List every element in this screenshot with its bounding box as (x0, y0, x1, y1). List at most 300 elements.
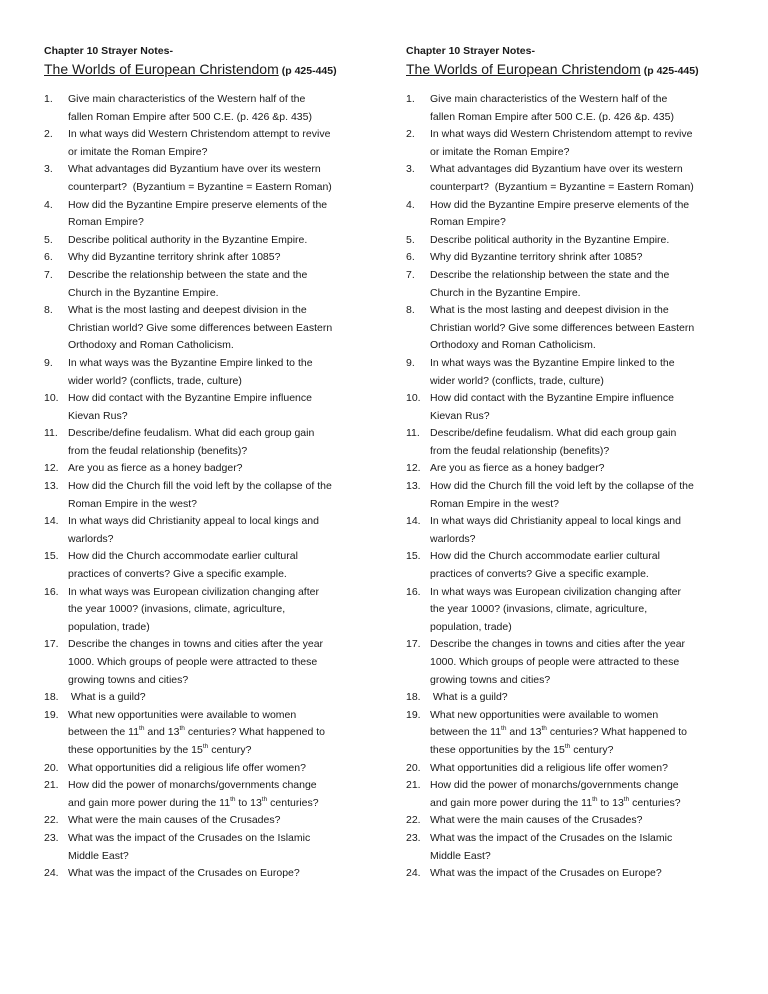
question-text: these opportunities by the 15 (68, 743, 203, 756)
question-text: or imitate the Roman Empire? (68, 145, 208, 158)
question-text-line (68, 144, 366, 162)
question-item (44, 126, 366, 161)
question-text: and 13 (506, 726, 542, 739)
ordinal-superscript: th (501, 725, 507, 733)
question-text-line (430, 865, 728, 883)
question-text-line (430, 161, 728, 179)
question-text-line (68, 496, 366, 514)
question-number: 19. (406, 708, 421, 721)
question-number: 10. (406, 392, 421, 405)
question-text-line (430, 848, 728, 866)
question-item (406, 760, 728, 778)
question-number: 2. (44, 128, 53, 141)
question-text: Describe political authority in the Byzantine Empire. (68, 233, 308, 246)
page-range: (p 425-445) (281, 65, 337, 77)
question-text-line (430, 601, 728, 619)
question-text: Are you as fierce as a honey badger? (68, 462, 243, 475)
question-text-line (68, 425, 366, 443)
question-item (44, 390, 366, 425)
question-item (406, 91, 728, 126)
question-text: population, trade) (68, 620, 150, 633)
question-text-line (68, 408, 366, 426)
question-text: Give main characteristics of the Western half of the (68, 93, 306, 105)
question-number: 14. (406, 515, 421, 528)
question-text-line (68, 513, 366, 531)
question-text-line (430, 91, 728, 109)
question-item (406, 636, 728, 689)
question-text-line (430, 443, 728, 461)
question-text-line (430, 197, 728, 215)
question-item (44, 777, 366, 812)
question-item (406, 865, 728, 883)
question-text: counterpart? (Byzantium = Byzantine = Eastern Roman) (68, 180, 332, 193)
question-text-line (68, 795, 366, 813)
question-text: Middle East? (430, 849, 491, 862)
question-item (44, 267, 366, 302)
question-text: What were the main causes of the Crusades? (68, 814, 281, 827)
ordinal-superscript: th (592, 795, 598, 803)
question-text: In what ways was European civilization changing after (430, 585, 681, 598)
question-number: 8. (406, 304, 415, 317)
question-text-line (430, 513, 728, 531)
question-text-line (430, 724, 728, 742)
question-item (44, 707, 366, 760)
question-text: and 13 (144, 726, 180, 739)
question-item (44, 830, 366, 865)
question-text: In what ways did Christianity appeal to local kings and (430, 515, 681, 528)
question-number: 3. (44, 163, 53, 176)
question-number: 20. (44, 761, 59, 774)
question-text: wider world? (conflicts, trade, culture) (430, 374, 604, 387)
question-text-line (68, 584, 366, 602)
notes-column-left (44, 44, 366, 883)
question-text: Are you as fierce as a honey badger? (430, 462, 605, 475)
question-text: wider world? (conflicts, trade, culture) (68, 374, 242, 387)
question-number: 4. (44, 198, 53, 211)
question-text: How did the Byzantine Empire preserve elements of the (68, 198, 328, 211)
ordinal-superscript: th (202, 742, 209, 750)
question-text-line (430, 126, 728, 144)
question-text-line (430, 830, 728, 848)
question-text-line (68, 109, 366, 127)
question-item (44, 584, 366, 637)
question-text: Orthodoxy and Roman Catholicism. (68, 339, 234, 352)
question-number: 16. (406, 585, 421, 598)
question-text: How did the Church fill the void left by the collapse of the (430, 480, 694, 493)
question-item (406, 707, 728, 760)
question-text: centuries? (267, 796, 319, 809)
question-item (406, 513, 728, 548)
question-number: 24. (44, 867, 59, 880)
question-text: Church in the Byzantine Empire. (68, 286, 219, 299)
question-text: In what ways was the Byzantine Empire linked to the (430, 356, 675, 369)
chapter-header: Chapter 10 Strayer Notes- (406, 45, 535, 57)
chapter-header: Chapter 10 Strayer Notes- (44, 45, 173, 57)
question-number: 9. (406, 356, 415, 369)
question-text-line (68, 91, 366, 109)
question-text: fallen Roman Empire after 500 C.E. (p. 426 &p. 435) (68, 110, 312, 123)
question-text-line (68, 179, 366, 197)
question-text-line (430, 285, 728, 303)
question-text: Orthodoxy and Roman Catholicism. (430, 339, 596, 352)
question-text: 1000. Which groups of people were attracted to these (430, 656, 680, 668)
question-item (406, 425, 728, 460)
question-number: 5. (406, 233, 415, 246)
question-item (406, 390, 728, 425)
question-text-line (430, 267, 728, 285)
question-text: Describe the changes in towns and cities after the year (430, 638, 686, 651)
question-item (44, 460, 366, 478)
question-text-line (68, 619, 366, 637)
question-item (44, 636, 366, 689)
section-title: The Worlds of European Christendom (44, 61, 279, 77)
question-text: and gain more power during the 11 (430, 796, 593, 809)
question-text-line (430, 584, 728, 602)
question-number: 3. (406, 163, 415, 176)
question-item (44, 249, 366, 267)
question-item (406, 197, 728, 232)
question-text: these opportunities by the 15 (430, 743, 565, 756)
question-item (406, 302, 728, 355)
question-text: What were the main causes of the Crusades? (430, 814, 643, 827)
question-number: 7. (44, 268, 53, 281)
question-text: to 13 (235, 796, 262, 809)
question-text-line (430, 812, 728, 830)
question-text: practices of converts? Give a specific example. (430, 568, 649, 581)
question-text: Christian world? Give some differences between Eastern (68, 321, 333, 334)
question-text: What new opportunities were available to women (430, 708, 659, 721)
question-text: between the 11 (68, 726, 140, 739)
question-text-line (430, 249, 728, 267)
question-text: How did the Byzantine Empire preserve elements of the (430, 198, 690, 211)
question-text: from the feudal relationship (benefits)? (430, 444, 610, 457)
question-text-line (68, 848, 366, 866)
question-text-line (68, 460, 366, 478)
question-number: 12. (44, 462, 59, 475)
question-text: What was the impact of the Crusades on the Islamic (68, 831, 311, 844)
question-text-line (430, 460, 728, 478)
question-text: century? (570, 743, 614, 756)
question-text: 1000. Which groups of people were attracted to these (68, 656, 318, 668)
question-text: How did the Church accommodate earlier cultural (430, 550, 660, 563)
question-number: 9. (44, 356, 53, 369)
question-text-line (430, 707, 728, 725)
section-title: The Worlds of European Christendom (406, 61, 641, 77)
question-number: 1. (44, 93, 53, 105)
question-number: 18. (406, 691, 421, 704)
question-number: 23. (406, 831, 421, 844)
question-text: In what ways was European civilization changing after (68, 585, 319, 598)
question-number: 15. (44, 550, 59, 563)
question-list (44, 91, 366, 883)
question-text-line (68, 654, 366, 672)
question-number: 23. (44, 831, 59, 844)
question-text: and gain more power during the 11 (68, 796, 231, 809)
question-text-line (430, 619, 728, 637)
question-text: fallen Roman Empire after 500 C.E. (p. 426 &p. 435) (430, 110, 674, 123)
question-number: 24. (406, 867, 421, 880)
question-text-line (68, 724, 366, 742)
question-number: 1. (406, 93, 415, 105)
question-item (406, 689, 728, 707)
notes-column-right (406, 44, 728, 883)
question-item (406, 355, 728, 390)
question-text: centuries? (629, 796, 681, 809)
question-text: Describe the relationship between the state and the (68, 268, 308, 281)
question-text: What was the impact of the Crusades on the Islamic (430, 831, 673, 844)
question-item (406, 460, 728, 478)
question-number: 12. (406, 462, 421, 475)
question-text-line (430, 355, 728, 373)
question-text-line (430, 654, 728, 672)
question-text-line (68, 777, 366, 795)
question-text-line (430, 636, 728, 654)
question-item (44, 232, 366, 250)
question-text: Roman Empire in the west? (68, 497, 197, 510)
ordinal-superscript: th (564, 742, 571, 750)
question-text-line (68, 531, 366, 549)
question-item (406, 584, 728, 637)
question-text: Why did Byzantine territory shrink after 1085? (68, 251, 281, 264)
question-text: What advantages did Byzantium have over its western (68, 163, 321, 176)
question-text: Describe political authority in the Byzantine Empire. (430, 233, 670, 246)
question-text: What is the most lasting and deepest division in the (430, 304, 669, 317)
question-text: What is the most lasting and deepest division in the (68, 304, 307, 317)
question-text: the year 1000? (invasions, climate, agriculture, (68, 603, 286, 616)
question-text: What is a guild? (68, 691, 146, 704)
question-text-line (68, 443, 366, 461)
question-item (44, 197, 366, 232)
question-text: growing towns and cities? (430, 673, 551, 686)
question-item (44, 302, 366, 355)
question-text-line (430, 320, 728, 338)
question-text-line (68, 760, 366, 778)
question-text-line (68, 865, 366, 883)
question-item (406, 232, 728, 250)
question-text-line (430, 337, 728, 355)
question-text: population, trade) (430, 620, 512, 633)
question-text-line (68, 126, 366, 144)
question-text: practices of converts? Give a specific example. (68, 568, 287, 581)
question-text: What was the impact of the Crusades on Europe? (430, 867, 662, 880)
question-text-line (68, 161, 366, 179)
page-range: (p 425-445) (643, 65, 699, 77)
question-number: 7. (406, 268, 415, 281)
question-text: In what ways did Christianity appeal to local kings and (68, 515, 319, 528)
question-number: 11. (44, 427, 58, 440)
question-text: What was the impact of the Crusades on Europe? (68, 867, 300, 880)
question-list (406, 91, 728, 883)
question-text: How did the Church fill the void left by the collapse of the (68, 480, 332, 493)
question-text-line (430, 390, 728, 408)
question-item (406, 830, 728, 865)
question-text-line (68, 337, 366, 355)
question-text-line (68, 672, 366, 690)
question-text-line (430, 232, 728, 250)
question-number: 6. (406, 251, 415, 264)
question-text: Kievan Rus? (430, 409, 490, 422)
question-item (44, 689, 366, 707)
question-text-line (68, 320, 366, 338)
question-item (44, 355, 366, 390)
question-text-line (430, 795, 728, 813)
question-text-line (430, 302, 728, 320)
question-number: 14. (44, 515, 59, 528)
question-text-line (68, 355, 366, 373)
question-text-line (68, 232, 366, 250)
question-text: century? (208, 743, 252, 756)
question-number: 13. (406, 480, 421, 493)
question-item (44, 865, 366, 883)
question-text-line (430, 109, 728, 127)
question-number: 8. (44, 304, 53, 317)
question-text-line (430, 408, 728, 426)
question-number: 11. (406, 427, 420, 440)
question-text: Roman Empire? (68, 216, 144, 229)
question-item (406, 812, 728, 830)
question-text: Christian world? Give some differences between Eastern (430, 321, 695, 334)
question-text: growing towns and cities? (68, 673, 189, 686)
question-number: 2. (406, 128, 415, 141)
question-text: How did the power of monarchs/governments change (430, 779, 679, 792)
question-text-line (68, 830, 366, 848)
question-text-line (430, 742, 728, 760)
question-item (44, 425, 366, 460)
question-text-line (430, 478, 728, 496)
question-text-line (430, 144, 728, 162)
ordinal-superscript: th (179, 725, 185, 733)
question-text: What advantages did Byzantium have over its western (430, 163, 683, 176)
ordinal-superscript: th (261, 795, 268, 803)
question-text: How did contact with the Byzantine Empire influence (68, 392, 312, 405)
question-item (406, 126, 728, 161)
question-text-line (68, 390, 366, 408)
question-text: How did the power of monarchs/governments change (68, 779, 317, 792)
question-number: 20. (406, 761, 421, 774)
title-line (44, 60, 366, 80)
question-text-line (68, 636, 366, 654)
question-text: Middle East? (68, 849, 129, 862)
question-text: Kievan Rus? (68, 409, 128, 422)
question-number: 16. (44, 585, 59, 598)
question-text: What opportunities did a religious life offer women? (430, 761, 668, 774)
title-line (406, 60, 728, 80)
question-text: Give main characteristics of the Western half of the (430, 93, 668, 105)
question-text-line (68, 267, 366, 285)
ordinal-superscript: th (541, 725, 547, 733)
question-text: warlords? (430, 532, 476, 545)
question-text: between the 11 (430, 726, 502, 739)
question-item (44, 91, 366, 126)
question-item (44, 548, 366, 583)
question-text: to 13 (597, 796, 624, 809)
question-text-line (68, 601, 366, 619)
question-item (406, 478, 728, 513)
question-text: Describe the relationship between the state and the (430, 268, 670, 281)
question-number: 21. (44, 779, 59, 792)
question-item (406, 161, 728, 196)
question-text-line (430, 672, 728, 690)
question-text-line (430, 777, 728, 795)
question-text: centuries? What happened to (546, 726, 688, 739)
question-item (406, 548, 728, 583)
question-text: What is a guild? (430, 691, 508, 704)
question-number: 17. (44, 638, 59, 651)
question-text-line (68, 812, 366, 830)
question-text: or imitate the Roman Empire? (430, 145, 570, 158)
question-number: 6. (44, 251, 53, 264)
question-text-line (68, 214, 366, 232)
question-text-line (430, 373, 728, 391)
question-text: In what ways did Western Christendom attempt to revive (68, 128, 331, 141)
question-number: 5. (44, 233, 53, 246)
question-text: counterpart? (Byzantium = Byzantine = Eastern Roman) (430, 180, 694, 193)
question-text-line (430, 425, 728, 443)
question-number: 15. (406, 550, 421, 563)
question-text-line (430, 760, 728, 778)
question-number: 4. (406, 198, 415, 211)
question-text: Describe/define feudalism. What did each group gain (68, 427, 315, 440)
question-number: 13. (44, 480, 59, 493)
question-item (44, 812, 366, 830)
question-text-line (68, 373, 366, 391)
question-number: 21. (406, 779, 421, 792)
question-text-line (68, 302, 366, 320)
question-text: from the feudal relationship (benefits)? (68, 444, 248, 457)
question-number: 22. (44, 814, 59, 827)
question-text: Why did Byzantine territory shrink after 1085? (430, 251, 643, 264)
question-text: centuries? What happened to (184, 726, 326, 739)
question-text-line (430, 548, 728, 566)
question-item (44, 161, 366, 196)
question-text-line (430, 214, 728, 232)
question-text-line (68, 689, 366, 707)
question-text-line (68, 197, 366, 215)
question-text-line (430, 531, 728, 549)
question-text: Describe the changes in towns and cities after the year (68, 638, 324, 651)
question-text-line (68, 285, 366, 303)
question-text: Church in the Byzantine Empire. (430, 286, 581, 299)
question-item (44, 760, 366, 778)
question-text: What new opportunities were available to women (68, 708, 297, 721)
question-text-line (68, 249, 366, 267)
question-text: the year 1000? (invasions, climate, agriculture, (430, 603, 648, 616)
ordinal-superscript: th (623, 795, 630, 803)
question-item (44, 478, 366, 513)
question-item (406, 267, 728, 302)
question-text: warlords? (68, 532, 114, 545)
ordinal-superscript: th (230, 795, 236, 803)
question-text-line (430, 689, 728, 707)
question-text-line (430, 566, 728, 584)
question-number: 19. (44, 708, 59, 721)
question-item (44, 513, 366, 548)
question-number: 17. (406, 638, 421, 651)
question-text-line (430, 179, 728, 197)
question-number: 18. (44, 691, 59, 704)
question-text-line (68, 742, 366, 760)
question-text-line (68, 707, 366, 725)
ordinal-superscript: th (139, 725, 145, 733)
question-text-line (430, 496, 728, 514)
question-text: How did the Church accommodate earlier cultural (68, 550, 298, 563)
question-text: Describe/define feudalism. What did each group gain (430, 427, 677, 440)
question-text-line (68, 548, 366, 566)
question-text: Roman Empire in the west? (430, 497, 559, 510)
question-text-line (68, 478, 366, 496)
question-text: In what ways was the Byzantine Empire linked to the (68, 356, 313, 369)
question-text: Roman Empire? (430, 216, 506, 229)
